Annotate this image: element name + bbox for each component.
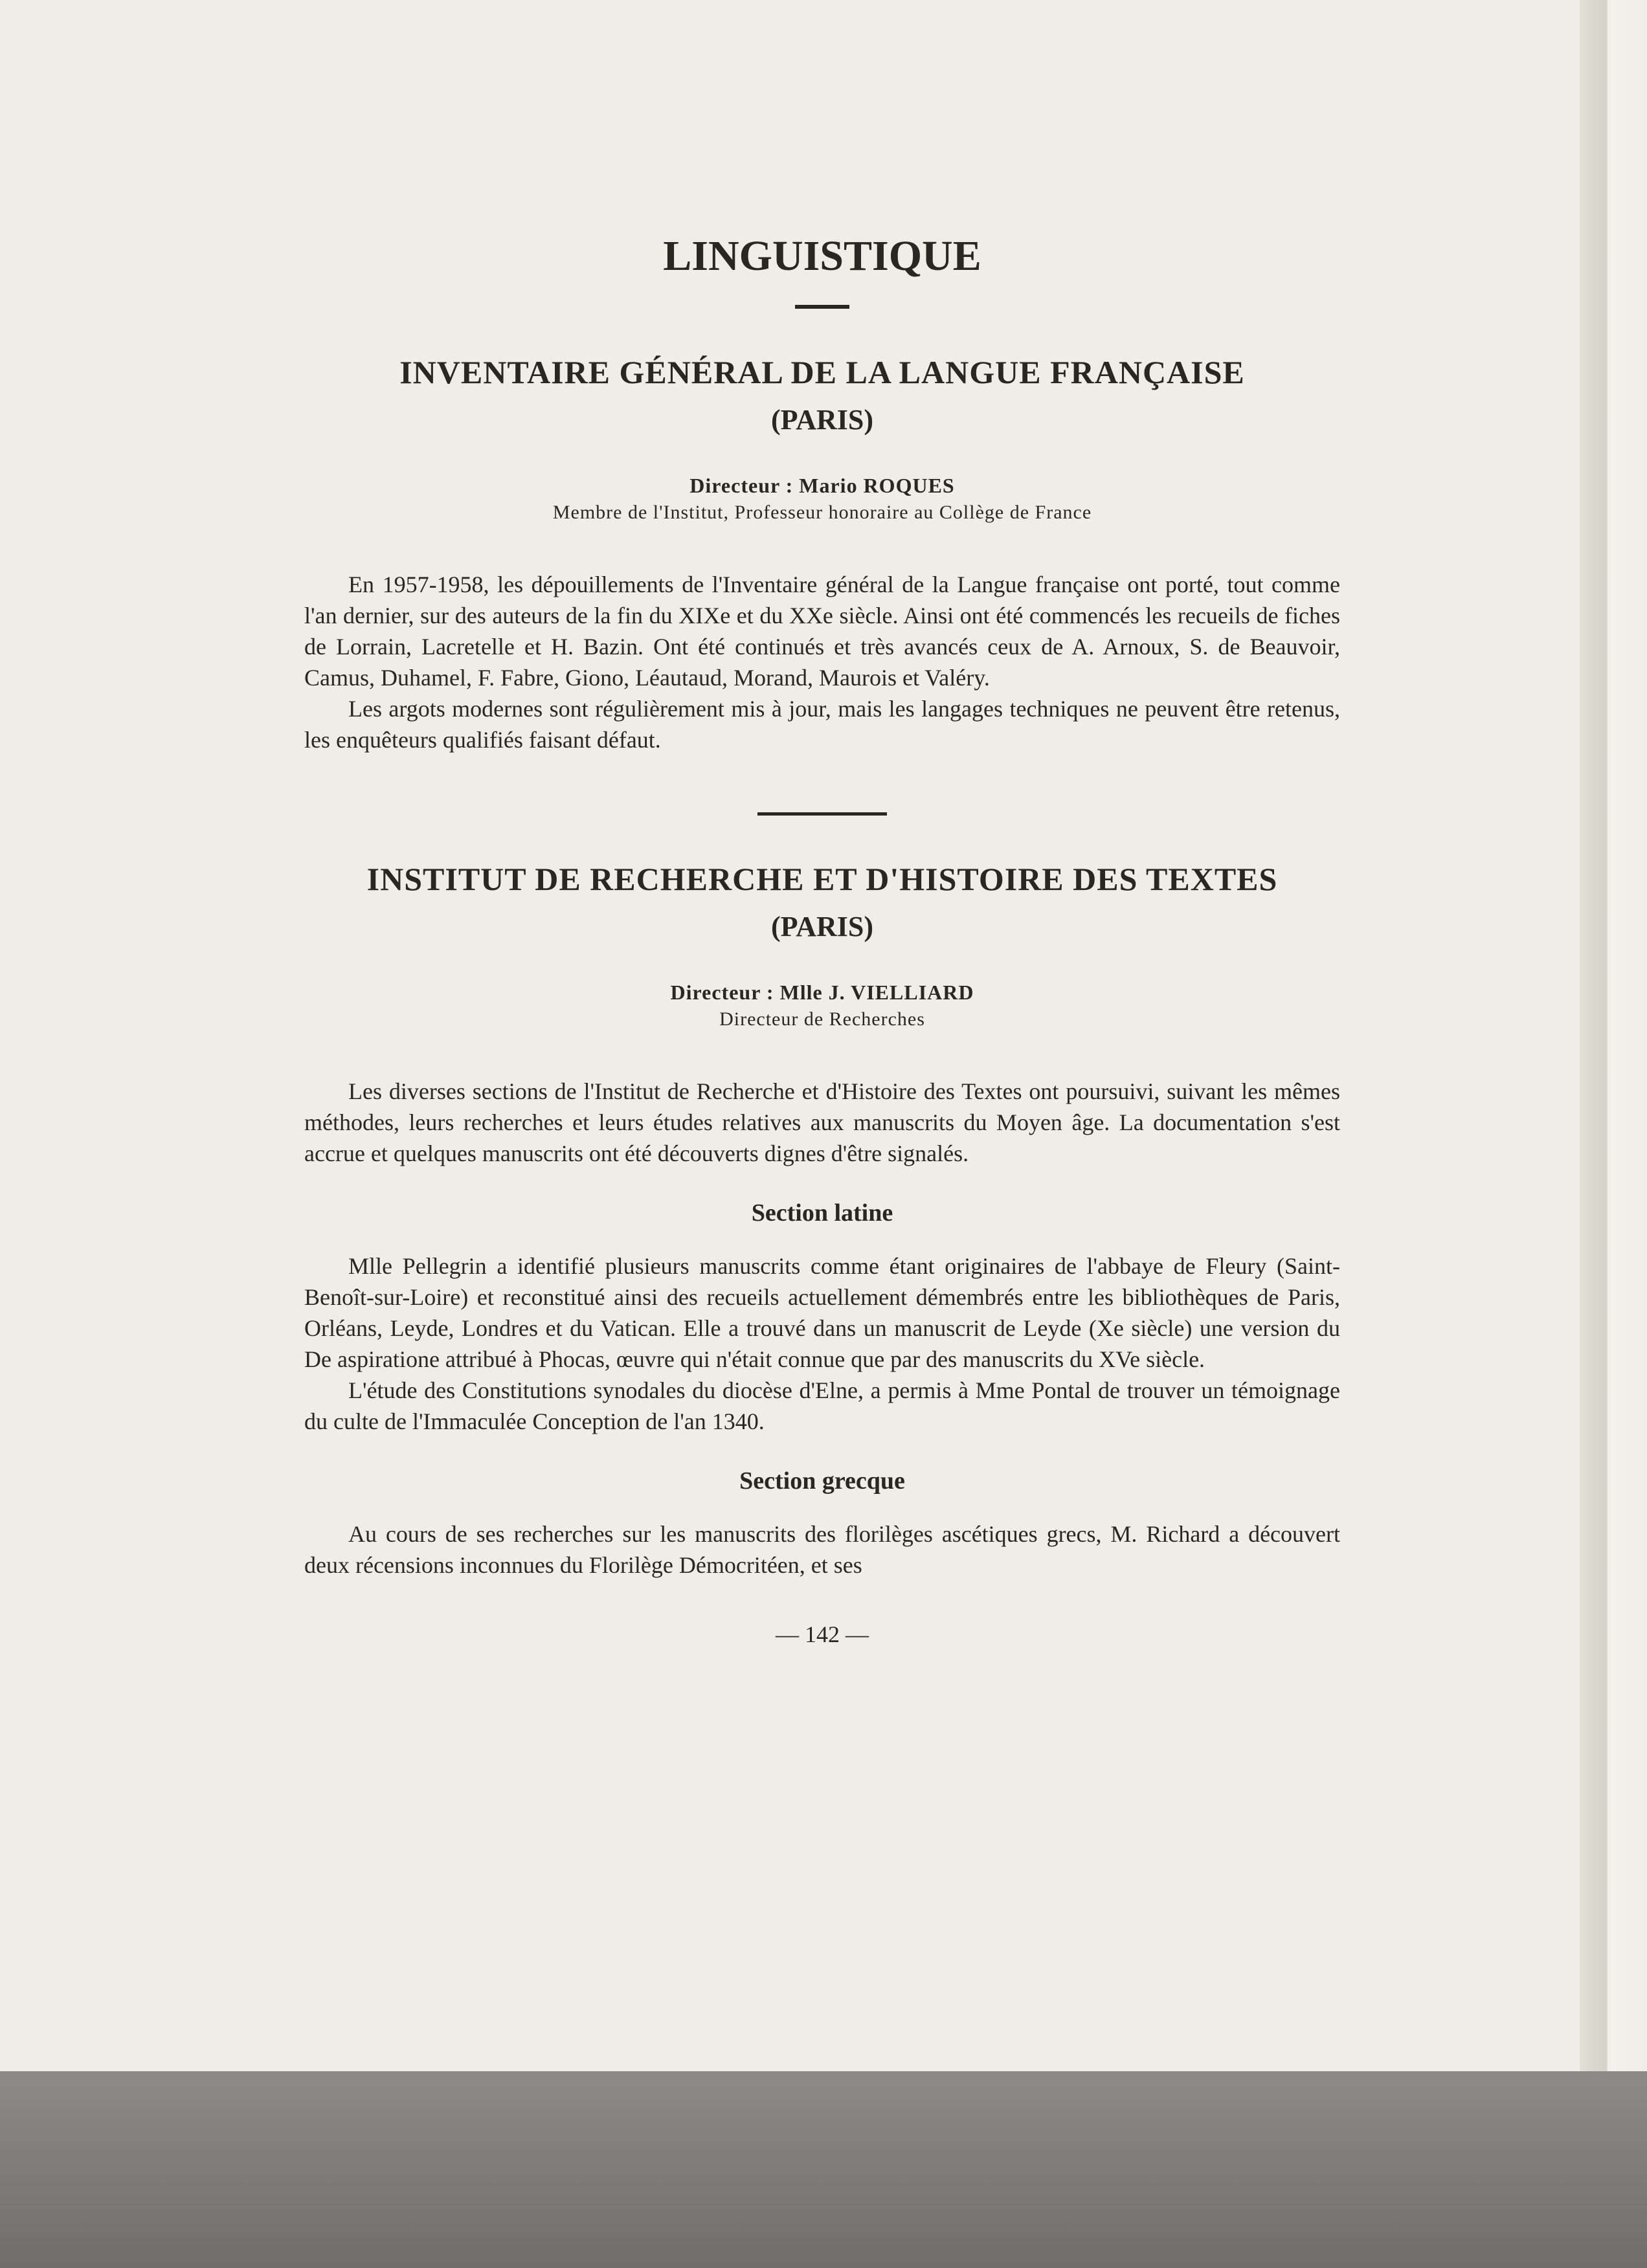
section-divider — [757, 812, 887, 816]
section1-director-title: Membre de l'Institut, Professeur honoraire au Collège de France — [552, 501, 1092, 523]
greek-paragraph: Au cours de ses recherches sur les manuscrits des florilèges ascétiques grecs, M. Richard a découvert deux récensions inconnues du Florilège Démocritéen, et ses — [304, 1520, 1340, 1578]
latin-section-heading: Section latine — [751, 1199, 893, 1227]
section2-heading: INSTITUT DE RECHERCHE ET D'HISTOIRE DES TEXTES — [366, 860, 1278, 897]
section2-director: Directeur : Mlle J. VIELLIARD — [670, 980, 974, 1004]
page-number: — 142 — — [776, 1621, 869, 1647]
page-edge-shadow — [1580, 0, 1647, 2071]
greek-section-heading: Section grecque — [739, 1467, 905, 1495]
latin-paragraph: Mlle Pellegrin a identifié plusieurs manuscrits comme étant originaires de l'abbaye de Fleury (Saint-Benoît-sur-Loire) et reconstitué ainsi des recueils actuellement démembrés entre les bibliothèques de Paris, Orléans, Leyde, Londres et du Vatican. Elle a trouvé dans un manuscrit de Leyde (Xe siècle) une version du De aspiratione attribué à Phocas, œuvre qui n'était connue que par des manuscrits du XVe siècle. — [304, 1252, 1340, 1372]
page-title: LINGUISTIQUE — [663, 232, 981, 280]
text-column — [304, 194, 1340, 1648]
section1-director: Directeur : Mario ROQUES — [689, 473, 955, 497]
title-rule — [795, 305, 849, 309]
section2-city: (PARIS) — [770, 910, 874, 942]
section1-paragraph: En 1957-1958, les dépouillements de l'Inventaire général de la Langue française ont porté, tout comme l'an dernier, sur des auteurs de la fin du XIXe et du XXe siècle. Ainsi ont été commencés les recueils de fiches de Lorrain, Lacretelle et H. Bazin. Ont été continués et très avancés ceux de A. Arnoux, S. de Beauvoir, Camus, Duhamel, F. Fabre, Giono, Léautaud, Morand, Maurois et Valéry. — [304, 571, 1340, 691]
section1-body — [304, 569, 1340, 755]
latin-paragraph: L'étude des Constitutions synodales du diocèse d'Elne, a permis à Mme Pontal de trouver un témoignage du culte de l'Immaculée Conception de l'an 1340. — [304, 1377, 1340, 1434]
section1-paragraph: Les argots modernes sont régulièrement mis à jour, mais les langages techniques ne peuvent être retenus, les enquêteurs qualifiés faisant défaut. — [304, 695, 1340, 753]
section1-city: (PARIS) — [770, 403, 874, 436]
section2-intro: Les diverses sections de l'Institut de Recherche et d'Histoire des Textes ont poursuivi, suivant les mêmes méthodes, leurs recherches et leurs études relatives aux manuscrits du Moyen âge. La documentation s'est accrue et quelques manuscrits ont été découverts dignes d'être signalés. — [304, 1078, 1340, 1166]
scanner-background — [0, 2071, 1647, 2268]
section1-heading: INVENTAIRE GÉNÉRAL DE LA LANGUE FRANÇAISE — [399, 353, 1245, 390]
section2-body — [304, 1076, 1340, 1169]
section2-director-title: Directeur de Recherches — [719, 1008, 925, 1030]
